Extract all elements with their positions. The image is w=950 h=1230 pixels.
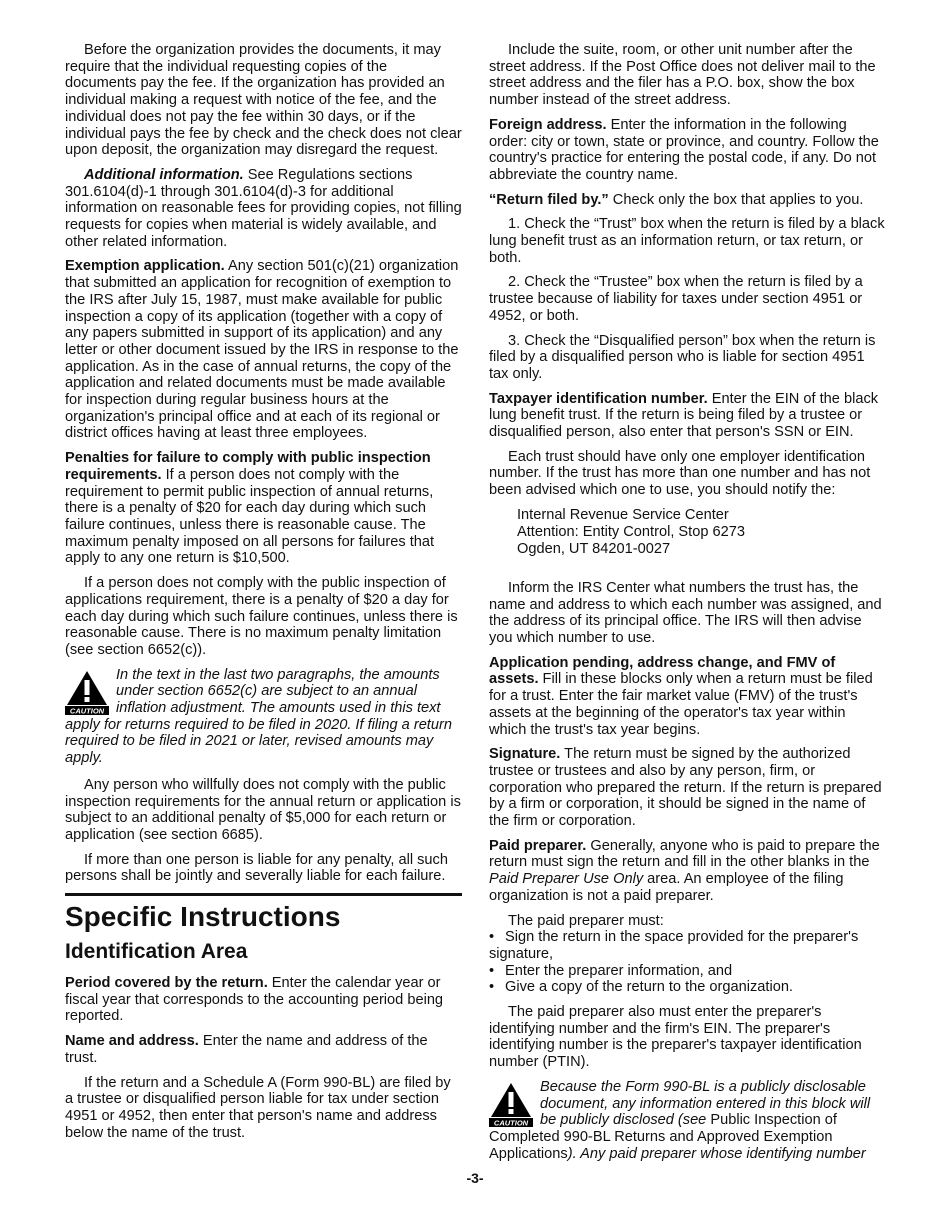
penalties-paragraph: Penalties for failure to comply with public inspection requirements. If a person does not comply with the requirement to permit public inspection of annual returns, there is a penalty of $20 for each day during which such failure continues, unless there is reasonable cause. The maximum penalty imposed on all persons for failures that apply to any one return is $10,500.	[65, 450, 435, 567]
list-item: 2. Check the “Trustee” box when the return is filed by a trustee because of liability for taxes under section 4951 or 4952, or both.	[489, 274, 863, 324]
list-item: • Enter the preparer information, and	[489, 963, 886, 980]
section-rule	[65, 893, 462, 896]
list-item: 1. Check the “Trust” box when the return is filed by a black lung benefit trust as an information return, or tax return, or both.	[489, 216, 885, 266]
signature-paragraph: Signature. The return must be signed by the authorized trustee or trustees and also by any person, firm, or corporation who prepared the return. If the return is prepared by a firm or corporation, it should be signed in the name of the firm or corporation.	[489, 746, 882, 830]
heading: “Return filed by.”	[489, 191, 609, 208]
paragraph: The paid preparer must:	[508, 912, 664, 929]
name-address-paragraph: Name and address. Enter the name and address of the trust.	[65, 1033, 428, 1066]
preparer-duties-list	[489, 929, 886, 996]
irs-address-block	[517, 507, 886, 558]
taxpayer-id-paragraph: Taxpayer identification number. Enter the EIN of the black lung benefit trust. If the return is being filed by a trustee or disqualified person, also enter that person's SSN or EIN.	[489, 390, 879, 441]
paragraph: Any person who willfully does not comply with the public inspection requirements for the annual return or application is subject to an additional penalty of $5,000 for each return or application (see section 6685).	[65, 776, 461, 843]
left-column	[65, 42, 462, 1149]
heading: Paid preparer.	[489, 837, 587, 854]
caution-note: CAUTION Because the Form 990-BL is a publicly disclosable document, any information entered in this block will be publicly disclosed (see Public Inspection of Completed 990-BL Returns and Approved Exemption Applications). Any paid preparer whose identifying number	[489, 1078, 871, 1162]
caution-icon	[489, 1081, 533, 1127]
heading: Taxpayer identification number.	[489, 390, 708, 407]
heading: Additional information.	[84, 166, 244, 183]
heading: Exemption application.	[65, 258, 225, 275]
section-title: Specific Instructions	[65, 901, 341, 933]
heading: Signature.	[489, 746, 561, 763]
return-filed-by-paragraph: “Return filed by.” Check only the box that applies to you.	[489, 191, 864, 208]
paragraph: If the return and a Schedule A (Form 990-BL) are filed by a trustee or disqualified person liable for tax under section 4951 or 4952, then enter that person's name and address below the name of the trust.	[65, 1074, 451, 1141]
heading: Application pending, address change, and FMV of assets.	[489, 654, 836, 688]
paragraph: Each trust should have only one employer identification number. If the trust has more than one number and has not been advised which one to use, you should notify the:	[489, 448, 871, 499]
caution-icon	[65, 669, 109, 715]
paragraph: If a person does not comply with the public inspection of applications requirement, there is a penalty of $20 a day for each day during which such failure continues, unless there is reasonable cause. There is no maximum penalty limitation (see section 6652(c)).	[65, 575, 458, 658]
paragraph: If more than one person is liable for any penalty, all such persons shall be jointly and severally liable for each failure.	[65, 851, 448, 885]
application-pending-paragraph: Application pending, address change, and FMV of assets. Fill in these blocks only when a return must be filed for a trust. Enter the fair market value (FMV) of the trust's assets at the beginning of the operator's tax year within which the trust's tax year begins.	[489, 654, 873, 738]
period-covered-paragraph: Period covered by the return. Enter the calendar year or fiscal year that corresponds to the accounting period being reported.	[65, 975, 444, 1025]
heading: Foreign address.	[489, 116, 607, 133]
right-column	[489, 42, 886, 1172]
caution-note: CAUTION In the text in the last two paragraphs, the amounts under section 6652(c) are subject to an annual inflation adjustment. The amounts used in this text apply for returns required to be filed in 2020. If filing a return required to be filed in 2021 or later, revised amounts may apply.	[65, 666, 452, 767]
heading: Name and address.	[65, 1033, 199, 1050]
caution-label: CAUTION	[493, 1118, 529, 1127]
paragraph: Inform the IRS Center what numbers the trust has, the name and address to which each number was assigned, and the address of its principal office. The IRS will then advise you which number to use.	[489, 579, 882, 646]
paragraph: Include the suite, room, or other unit number after the street address. If the Post Office does not deliver mail to the street address and the filer has a P.O. box, show the box number instead of the street address.	[489, 42, 876, 109]
address-line: Ogden, UT 84201-0027	[517, 540, 671, 557]
heading: Penalties for failure to comply with public inspection requirements.	[65, 450, 431, 483]
foreign-address-paragraph: Foreign address. Enter the information in the following order: city or town, state or province, and country. Follow the country's practice for entering the postal code, if any. Do not abbreviate the country name.	[489, 116, 879, 183]
paid-preparer-paragraph: Paid preparer. Generally, anyone who is paid to prepare the return must sign the return and fill in the other blanks in the Paid Preparer Use Only area. An employee of the filing organization is not a paid preparer.	[489, 837, 880, 904]
paragraph: The paid preparer also must enter the preparer's identifying number and the firm's EIN. The preparer's identifying number is the preparer's taxpayer identification number (PTIN).	[489, 1004, 862, 1071]
list-item: 3. Check the “Disqualified person” box when the return is filed by a disqualified person who is liable for section 4951 tax only.	[489, 332, 876, 382]
address-line: Attention: Entity Control, Stop 6273	[517, 523, 745, 540]
caution-label: CAUTION	[69, 706, 105, 715]
address-line: Internal Revenue Service Center	[517, 506, 729, 523]
heading: Period covered by the return.	[65, 975, 268, 992]
list-item: • Give a copy of the return to the organization.	[489, 979, 886, 996]
list-item: • Sign the return in the space provided for the preparer's signature,	[489, 929, 886, 962]
page-number: -3-	[466, 1170, 484, 1186]
additional-information-paragraph: Additional information. See Regulations sections 301.6104(d)-1 through 301.6104(d)-3 for additional information on reasonable fees for providing copies, not filling requests for copies when material is widely available, and other related information.	[65, 166, 462, 250]
subsection-title: Identification Area	[65, 940, 248, 964]
paragraph: Before the organization provides the documents, it may require that the individual requesting copies of the documents pay the fee. If the organization has provided an individual making a request with notice of the fee, and the individual does not pay the fee within 30 days, or if the individual pays the fee by check and the check does not clear upon deposit, the organization may disregard the request.	[65, 42, 462, 159]
exemption-application-paragraph: Exemption application. Any section 501(c)(21) organization that submitted an application for recognition of exemption to the IRS after July 15, 1987, must make available for public inspection a copy of its application (together with a copy of any papers submitted in support of its application) and any letter or other document issued by the IRS in response to the application. As in the case of annual returns, the copy of the application and related documents must be made available for inspection during regular business hours at the organization's principal office and at each of its regional or district offices having at least three employees.	[65, 258, 459, 442]
